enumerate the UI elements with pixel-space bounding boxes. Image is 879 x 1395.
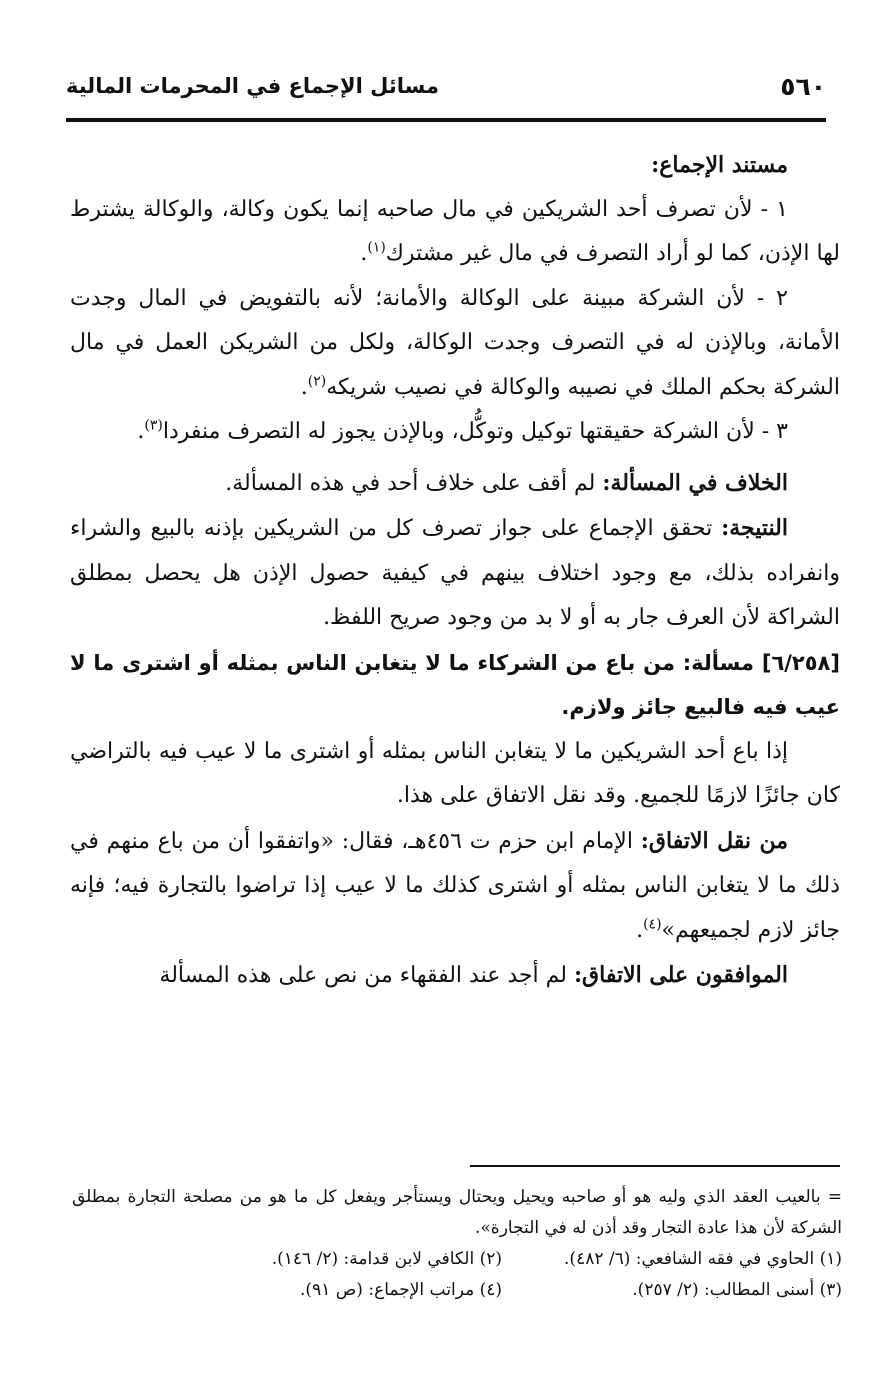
header-divider (66, 118, 826, 122)
basis-point-2-text: ٢ - لأن الشركة مبينة على الوكالة والأمانة؛ لأنه بالتفويض في المال وجدت الأمانة، وبالإذن له في التصرف وجدت الوكالة، ولكل من الشريكن العمل في مال الشركة بحكم الملك في نصيبه والوكالة في نصيب شريكه (70, 285, 840, 400)
footnote-ref: (٣) (144, 417, 163, 434)
footnote-continuation: = بالعيب العقد الذي وليه هو أو صاحبه ويحيل ويحتال ويستأجر ويفعل كل ما هو من مصلحة التجارة بمطلق الشركة لأن هذا عادة التجار وقد أذن له في التجارة». (72, 1187, 842, 1238)
footnotes (72, 1182, 842, 1306)
footnote-ref: (٤) (643, 916, 662, 933)
footnote-row (72, 1244, 842, 1275)
footnote-4: (٤) مراتب الإجماع: (ص ٩١). (300, 1280, 502, 1300)
disagreement-text: لم أقف على خلاف أحد في هذه المسألة. (225, 470, 603, 496)
result-para (70, 506, 840, 641)
basis-point-3-text: ٣ - لأن الشركة حقيقتها توكيل وتوكُّل، وبالإذن يجوز له التصرف منفردا (162, 419, 788, 444)
footnote-row (72, 1275, 842, 1306)
result-label: النتيجة: (721, 515, 788, 541)
result-text: تحقق الإجماع على جواز تصرف كل من الشريكين بإذنه بالبيع والشراء وانفراده بذلك، مع وجود اختلاف بينهم في كيفية حصول الإذن هل يحصل بمطلق الشراكة لأن العرف جار به أو لا بد من وجود صريح اللفظ. (70, 516, 840, 630)
page-body (70, 143, 840, 999)
basis-point-3: ٣ - لأن الشركة حقيقتها توكيل وتوكُّل، وبالإذن يجوز له التصرف منفردا$^{(٣)}$. (137, 417, 788, 444)
book-title: مسائل الإجماع في المحرمات المالية (66, 74, 439, 98)
transmitter-para: من نقل الاتفاق: الإمام ابن حزم ت ٤٥٦هـ، فقال: «واتفقوا أن من باع منهم في ذلك ما لا يتغابن الناس بمثله أو اشترى كذلك ما لا عيب إذا تراضوا بالتجارة فيه؛ فإنه جائز لازم لجميعهم»$^{(٤)}$. (70, 827, 840, 943)
footnote-ref: (٢) (307, 373, 327, 390)
disagreement-label: الخلاف في المسألة: (602, 469, 788, 496)
footnote-divider (470, 1165, 840, 1167)
transmitter-label: من نقل الاتفاق: (640, 827, 789, 854)
basis-heading: مستند الإجماع: (651, 152, 788, 178)
footnote-2: (٢) الكافي لابن قدامة: (٢/ ١٤٦). (271, 1249, 502, 1269)
agreeing-label: الموافقون على الاتفاق: (573, 962, 788, 988)
basis-point-1-text: ١ - لأن تصرف أحد الشريكين في مال صاحبه إنما يكون وكالة، والوكالة يشترط لها الإذن، كما لو أراد التصرف في مال غير مشترك (70, 196, 840, 266)
page-number: ٥٦٠ (780, 72, 826, 101)
basis-point-1: ١ - لأن تصرف أحد الشريكين في مال صاحبه إنما يكون وكالة، والوكالة يشترط لها الإذن، كما لو أراد التصرف في مال غير مشترك$^{(١)}$. (70, 196, 840, 266)
transmitter-text: الإمام ابن حزم ت ٤٥٦هـ، فقال: «واتفقوا أن من باع منهم في ذلك ما لا يتغابن الناس بمثله أو اشترى كذلك ما لا عيب إذا تراضوا بالتجارة فيه؛ فإنه جائز لازم لجميعهم» (70, 828, 840, 943)
issue-title: [٦/٢٥٨] مسألة: من باع من الشركاء ما لا يتغابن الناس بمثله أو اشترى ما لا عيب فيه فالبيع جائز ولازم. (70, 650, 840, 719)
disagreement-para (70, 461, 840, 507)
issue-para: إذا باع أحد الشريكين ما لا يتغابن الناس بمثله أو اشترى ما لا عيب فيه بالتراضي كان جائزًا لازمًا للجميع. وقد نقل الاتفاق على هذا. (70, 738, 840, 808)
agreeing-para (70, 953, 840, 999)
footnote-3: (٣) أسنى المطالب: (٢/ ٢٥٧). (632, 1280, 842, 1300)
page-header (66, 72, 826, 112)
footnote-ref: (١) (367, 239, 386, 256)
agreeing-text: لم أجد عند الفقهاء من نص على هذه المسألة (159, 963, 574, 988)
basis-point-2: ٢ - لأن الشركة مبينة على الوكالة والأمانة؛ لأنه بالتفويض في المال وجدت الأمانة، وبالإذن له في التصرف وجدت الوكالة، ولكل من الشريكن العمل في مال الشركة بحكم الملك في نصيبه والوكالة في نصيب شريكه$^{(٢)}$. (70, 285, 840, 400)
footnote-1: (١) الحاوي في فقه الشافعي: (٦/ ٤٨٢). (564, 1249, 842, 1269)
